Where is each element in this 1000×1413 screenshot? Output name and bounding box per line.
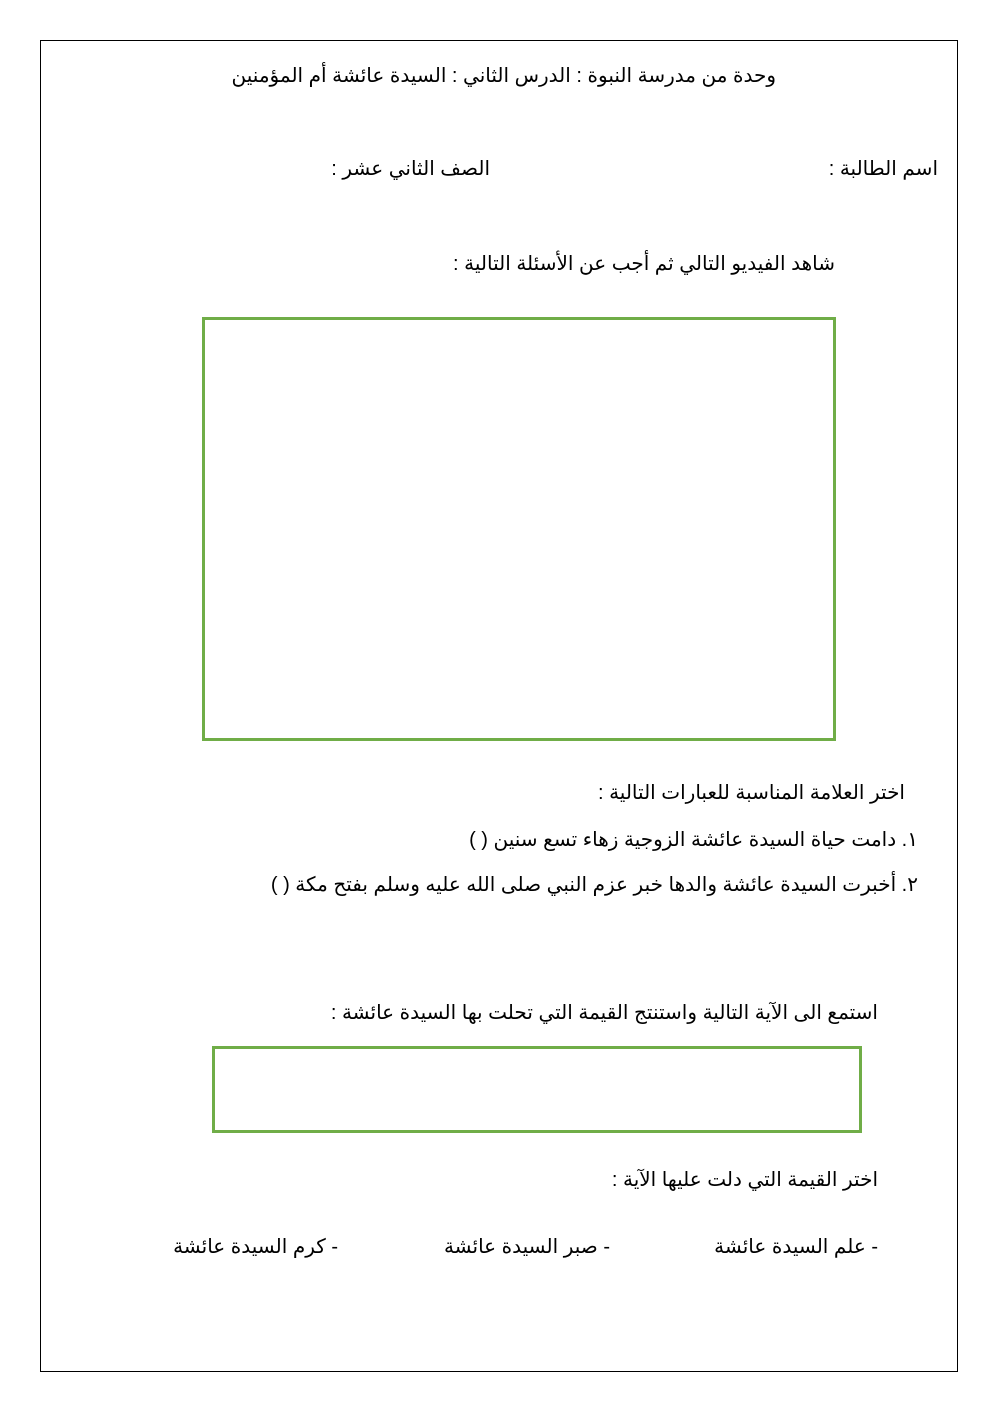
value-option-patience: - صبر السيدة عائشة: [443, 1236, 610, 1258]
video-instruction: شاهد الفيديو التالي ثم أجب عن الأسئلة التالية :: [453, 253, 835, 275]
value-question-instruction: اختر القيمة التي دلت عليها الآية :: [611, 1169, 878, 1191]
choose-mark-instruction: اختر العلامة المناسبة للعبارات التالية :: [597, 782, 905, 804]
value-option-knowledge: - علم السيدة عائشة: [714, 1236, 878, 1258]
audio-instruction: استمع الى الآية التالية واستنتج القيمة التي تحلت بها السيدة عائشة :: [330, 1002, 878, 1024]
value-option-generosity: - كرم السيدة عائشة: [173, 1236, 338, 1258]
grade-label: الصف الثاني عشر :: [331, 158, 490, 180]
student-name-label: اسم الطالبة :: [828, 158, 938, 180]
statement-2: ٢. أخبرت السيدة عائشة والدها خبر عزم النبي صلى الله عليه وسلم بفتح مكة ( ): [270, 874, 918, 896]
audio-placeholder-box[interactable]: [212, 1046, 862, 1133]
video-placeholder-box[interactable]: [202, 317, 836, 741]
lesson-title: وحدة من مدرسة النبوة : الدرس الثاني : السيدة عائشة أم المؤمنين: [231, 65, 776, 87]
statement-1: ١. دامت حياة السيدة عائشة الزوجية زهاء تسع سنين ( ): [469, 829, 918, 851]
